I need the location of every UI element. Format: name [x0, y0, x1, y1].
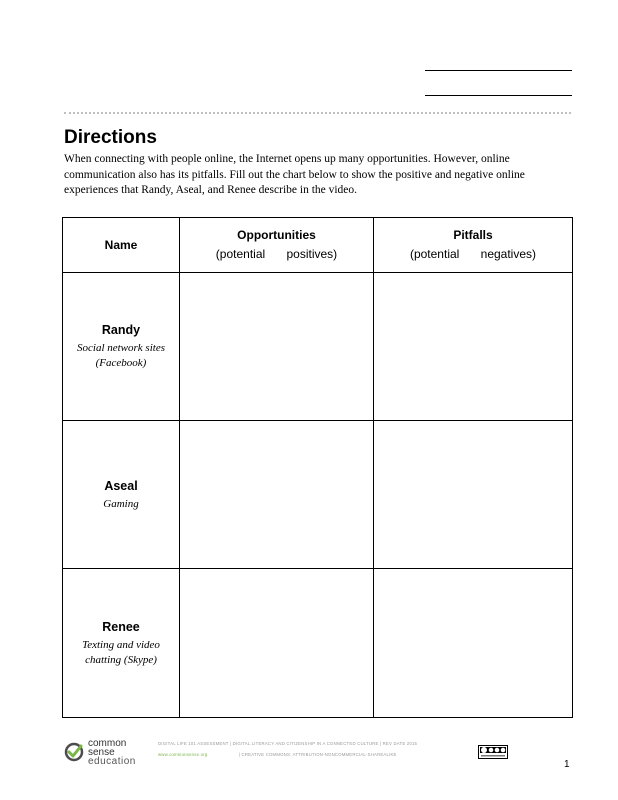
common-sense-education-logo	[64, 735, 154, 771]
page-number: 1	[564, 759, 570, 770]
opportunities-column-header	[180, 218, 374, 273]
name-header-label: Name	[104, 237, 138, 252]
person-cell	[63, 569, 180, 718]
pitfalls-answer-cell[interactable]	[374, 569, 573, 718]
person-cell	[63, 421, 180, 569]
person-description: Social network sites	[77, 342, 165, 354]
date-blank-line	[425, 95, 572, 96]
person-description-detail: chatting (Skype)	[85, 653, 157, 666]
page-footer	[0, 730, 618, 800]
pitfalls-column-header	[374, 218, 573, 273]
name-blank-line	[425, 70, 572, 71]
chart-row-randy	[63, 273, 573, 421]
directions-text: When connecting with people online, the Internet opens up many opportunities. However, online communication also has its pitfalls. Fill out the chart below to show the positive and negative online experiences that Randy, Aseal, and Renee describe in the video.	[64, 153, 525, 196]
pitfalls-header-title: Pitfalls	[453, 228, 493, 242]
logo-word-sense: sense	[88, 747, 115, 758]
chart-row-aseal	[63, 421, 573, 569]
directions-heading: Directions	[64, 127, 157, 148]
person-description-detail: (Facebook)	[95, 357, 147, 369]
dotted-divider	[64, 112, 571, 114]
pitfalls-answer-cell[interactable]	[374, 273, 573, 421]
name-column-header	[63, 218, 180, 273]
footer-course-info: DIGITAL LIFE 101 ASSESSMENT | DIGITAL LITERACY AND CITIZENSHIP IN A CONNECTED CULTURE | REV DATE 2015	[158, 741, 418, 746]
pitfalls-answer-cell[interactable]	[374, 421, 573, 569]
footer-license-line	[158, 752, 397, 757]
footer-website-link[interactable]: www.commonsense.org	[158, 752, 208, 757]
logo-word-common: common	[88, 738, 127, 749]
person-name: Renee	[102, 619, 140, 634]
person-name: Aseal	[104, 478, 138, 493]
logo-word-education: education	[88, 756, 136, 767]
person-cell	[63, 273, 180, 421]
creative-commons-badge-icon	[478, 745, 508, 759]
experience-chart	[62, 217, 573, 718]
chart-header-row	[63, 218, 573, 273]
opportunities-header-title: Opportunities	[237, 228, 316, 242]
checkmark-circle-icon	[64, 742, 84, 762]
person-description: Texting and video	[82, 638, 160, 651]
chart-row-renee	[63, 569, 573, 718]
person-description: Gaming	[103, 497, 139, 510]
opportunities-answer-cell[interactable]	[180, 273, 374, 421]
person-name: Randy	[101, 323, 141, 337]
opportunities-answer-cell[interactable]	[180, 569, 374, 718]
footer-license-text: | CREATIVE COMMONS: ATTRIBUTION-NONCOMMERCIAL-SHAREALIKE	[238, 752, 397, 757]
pitfalls-header-subtitle: (potential negatives)	[409, 247, 537, 261]
opportunities-answer-cell[interactable]	[180, 421, 374, 569]
opportunities-header-subtitle: (potential positives)	[215, 247, 338, 261]
